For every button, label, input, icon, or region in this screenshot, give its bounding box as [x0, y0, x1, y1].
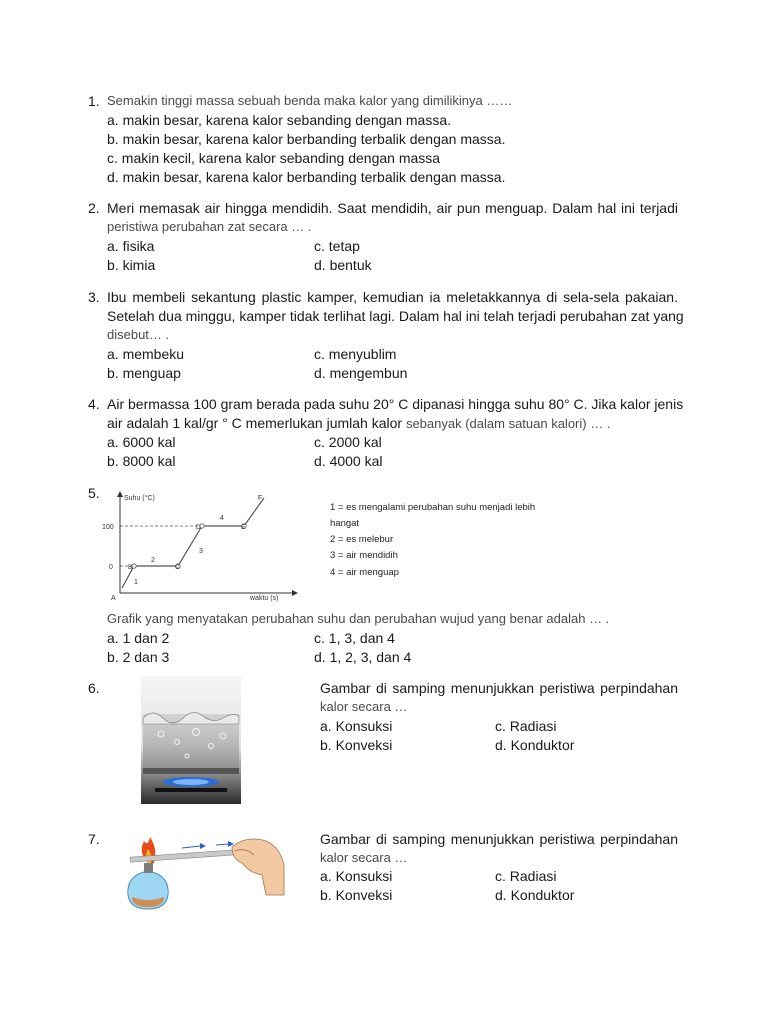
q5-legend-1-cont: hangat: [330, 518, 360, 529]
segment-4-label: 4: [220, 515, 224, 522]
q3-option-d: d. mengembun: [314, 365, 408, 381]
q5-number: 5.: [88, 485, 100, 501]
point-c-label: C: [175, 564, 180, 571]
q2-option-a: a. fisika: [107, 238, 155, 254]
q5-legend-1: 1 = es mengalami perubahan suhu menjadi lebih: [330, 502, 536, 513]
q6-option-b: b. Konveksi: [320, 737, 393, 753]
point-f-label: F: [258, 495, 263, 502]
y-axis-label: Suhu (°C): [124, 495, 155, 502]
heating-curve: [122, 498, 264, 588]
heating-curve-graph: [100, 488, 300, 603]
q4-line1: Air bermassa 100 gram berada pada suhu 20° C dipanasi hingga suhu 80° C. Jika kalor jenis: [107, 396, 684, 412]
q4-option-b: b. 8000 kal: [107, 453, 176, 469]
point-a-label: A: [111, 595, 116, 602]
q2-line1: Meri memasak air hingga mendidih. Saat mendidih, air pun menguap. Dalam hal ini terjadi: [107, 200, 678, 216]
q7-line1: Gambar di samping menunjukkan peristiwa perpindahan: [320, 831, 678, 847]
q4-option-d: d. 4000 kal: [314, 453, 383, 469]
segment-2-label: 2: [151, 557, 155, 564]
q5-option-a: a. 1 dan 2: [107, 630, 170, 646]
stove-grate: [155, 788, 227, 792]
q3-option-c: c. menyublim: [314, 346, 397, 362]
q4-option-c: c. 2000 kal: [314, 434, 382, 450]
q6-option-a: a. Konsuksi: [320, 718, 393, 734]
x-axis-arrow: [292, 590, 298, 596]
q2-option-d: d. bentuk: [314, 257, 372, 273]
q7-option-b: b. Konveksi: [320, 887, 393, 903]
q4-line2: [107, 414, 610, 433]
heat-arrow-head: [200, 843, 206, 849]
q2-line2: peristiwa perubahan zat secara … .: [107, 219, 312, 234]
point-b-marker: [132, 564, 136, 568]
q1-option-b: b. makin besar, karena kalor berbanding terbalik dengan massa.: [107, 131, 506, 147]
q3-option-a: a. membeku: [107, 346, 185, 362]
gas-burner-flame-inner: [173, 779, 209, 785]
q5-option-c: c. 1, 3, dan 4: [314, 630, 395, 646]
q7-number: 7.: [88, 831, 100, 847]
q4-option-a: a. 6000 kal: [107, 434, 176, 450]
pot-base: [143, 768, 239, 774]
heat-arrow: [182, 846, 200, 848]
q2-number: 2.: [88, 200, 100, 216]
q3-number: 3.: [88, 289, 100, 305]
q7-option-c: c. Radiasi: [495, 868, 557, 884]
q4-line2-part-b: sebanyak (dalam satuan kalori) … .: [405, 416, 611, 431]
q4-line2-part-a: air adalah 1 kal/gr ° C memerlukan jumlah kalor: [107, 415, 406, 431]
q4-number: 4.: [88, 396, 100, 412]
hand: [232, 839, 284, 895]
q1-number: 1.: [88, 93, 100, 109]
burner-neck: [144, 863, 153, 873]
q6-line1: Gambar di samping menunjukkan peristiwa perpindahan: [320, 680, 678, 696]
q5-question: Grafik yang menyatakan perubahan suhu dan perubahan wujud yang benar adalah … .: [107, 611, 610, 626]
segment-3-label: 3: [199, 548, 203, 555]
q1-option-d: d. makin besar, karena kalor berbanding terbalik dengan massa.: [107, 169, 506, 185]
q3-line3: disebut… .: [107, 327, 170, 342]
q5-option-d: d. 1, 2, 3, dan 4: [314, 649, 412, 665]
y-tick-100: 100: [102, 524, 114, 531]
q1-option-c: c. makin kecil, karena kalor sebanding dengan massa: [107, 150, 441, 166]
point-e-label: E: [241, 524, 246, 531]
q6-option-d: d. Konduktor: [495, 737, 575, 753]
q5-legend-4: 4 = air menguap: [330, 567, 399, 578]
x-axis-label: waktu (s): [250, 595, 279, 602]
q5-legend-2: 2 = es melebur: [330, 534, 394, 545]
heat-arrow: [216, 844, 228, 845]
y-tick-0: 0: [109, 564, 113, 571]
segment-1-label: 1: [134, 579, 138, 586]
q5-legend-3: 3 = air mendidih: [330, 550, 398, 561]
point-b-label: B: [128, 564, 133, 571]
q2-option-c: c. tetap: [314, 238, 360, 254]
q3-line2: Setelah dua minggu, kamper tidak terlihat lagi. Dalam hal ini telah terjadi perubahan zat yang: [107, 308, 684, 324]
q1-question: Semakin tinggi massa sebuah benda maka kalor yang dimilikinya ……: [107, 93, 513, 108]
y-axis-arrow: [117, 491, 123, 497]
point-d-label: D: [196, 524, 201, 531]
q2-option-b: b. kimia: [107, 257, 156, 273]
boiling-water-pot-image: [141, 676, 241, 804]
q7-line2: kalor secara …: [320, 850, 408, 865]
q7-option-a: a. Konsuksi: [320, 868, 393, 884]
heated-rod-image: [120, 825, 290, 915]
q3-option-b: b. menguap: [107, 365, 181, 381]
q6-line2: kalor secara …: [320, 699, 408, 714]
q1-option-a: a. makin besar, karena kalor sebanding dengan massa.: [107, 112, 451, 128]
q6-option-c: c. Radiasi: [495, 718, 557, 734]
q6-number: 6.: [88, 680, 100, 696]
q3-line1: Ibu membeli sekantung plastic kamper, kemudian ia meletakkannya di sela-sela pakaian.: [107, 289, 678, 305]
q5-option-b: b. 2 dan 3: [107, 649, 170, 665]
q7-option-d: d. Konduktor: [495, 887, 575, 903]
